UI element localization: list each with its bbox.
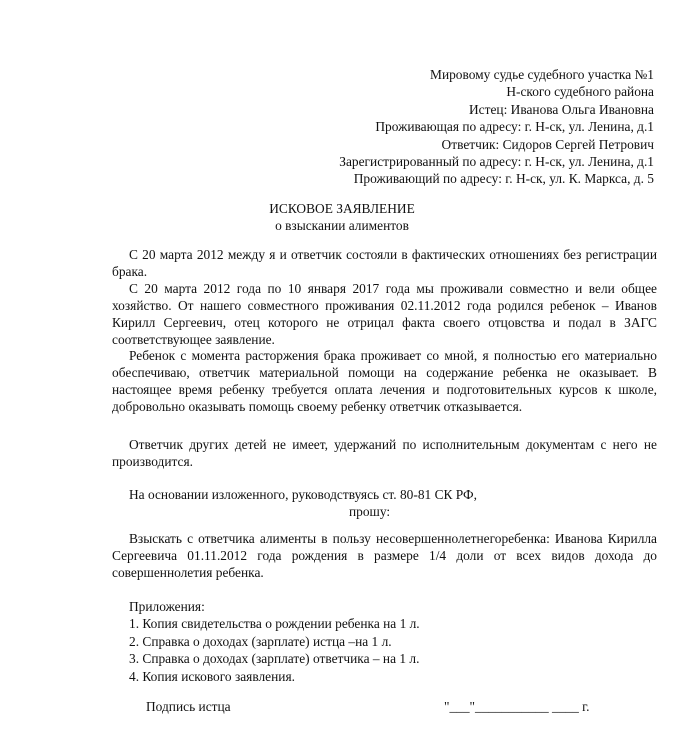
header-line-defendant-registration: Зарегистрированный по адресу: г. Н-ск, ул. Ленина, д.1 xyxy=(339,153,654,169)
paragraph-legal-basis: На основании изложенного, руководствуясь ст. 80-81 СК РФ, xyxy=(129,487,477,502)
paragraph-relationship: С 20 марта 2012 между я и ответчик состояли в фактических отношениях без регистрации брака. xyxy=(112,247,657,279)
header-line-district: Н-ского судебного района xyxy=(506,84,654,100)
attachment-item: 1. Копия свидетельства о рождении ребенка на 1 л. xyxy=(129,616,420,632)
document-title xyxy=(0,200,684,234)
attachments-heading: Приложения: xyxy=(129,599,205,614)
request-word: прошу: xyxy=(349,504,391,519)
attachment-item: 2. Справка о доходах (зарплате) истца –на 1 л. xyxy=(129,633,392,649)
paragraph-support: Ребенок с момента расторжения брака проживает со мной, я полностью его материально обеспечиваю, ответчик материальной помощи на содержание ребенка не оказывает. В настоящее время ребенку требуется оплата лечения и подготовительных курсов к школе, добровольно оказывать помощь своему ребенку ответчик отказывается. xyxy=(112,348,657,414)
paragraph-other-children: Ответчик других детей не имеет, удержаний по исполнительным документам с него не производится. xyxy=(112,437,657,469)
paragraph-cohabitation: С 20 марта 2012 года по 10 января 2017 года мы проживали совместно и вели общее хозяйство. От нашего совместного проживания 02.11.2012 года родился ребенок – Иванов Кирилл Сергеевич, отец которого не отрицал факта своего отцовства и подал в ЗАГС соответствующее заявление. xyxy=(112,281,657,347)
addressee-block xyxy=(339,66,654,188)
title-sub: о взыскании алиментов xyxy=(275,218,409,233)
attachment-item: 3. Справка о доходах (зарплате) ответчика – на 1 л. xyxy=(129,651,420,667)
header-line-plaintiff-address: Проживающая по адресу: г. Н-ск, ул. Ленина, д.1 xyxy=(375,119,654,135)
signature-date: "___"___________ ____ г. xyxy=(444,699,590,714)
title-main: ИСКОВОЕ ЗАЯВЛЕНИЕ xyxy=(269,201,415,216)
header-line-defendant-address: Проживающий по адресу: г. Н-ск, ул. К. Маркса, д. 5 xyxy=(353,171,654,187)
header-line-defendant: Ответчик: Сидоров Сергей Петрович xyxy=(441,136,654,152)
header-line-court: Мировому судье судебного участка №1 xyxy=(430,67,654,82)
attachment-item: 4. Копия искового заявления. xyxy=(129,668,295,684)
paragraph-request: Взыскать с ответчика алименты в пользу несовершеннолетнегоребенка: Иванова Кирилла Сергеевича 01.11.2012 года рождения в размере 1/4 доли от всех видов дохода до совершеннолетия ребенка. xyxy=(112,531,657,580)
signature-label: Подпись истца xyxy=(146,699,231,714)
header-line-plaintiff: Истец: Иванова Ольга Ивановна xyxy=(469,101,654,117)
attachments-list xyxy=(129,598,420,685)
